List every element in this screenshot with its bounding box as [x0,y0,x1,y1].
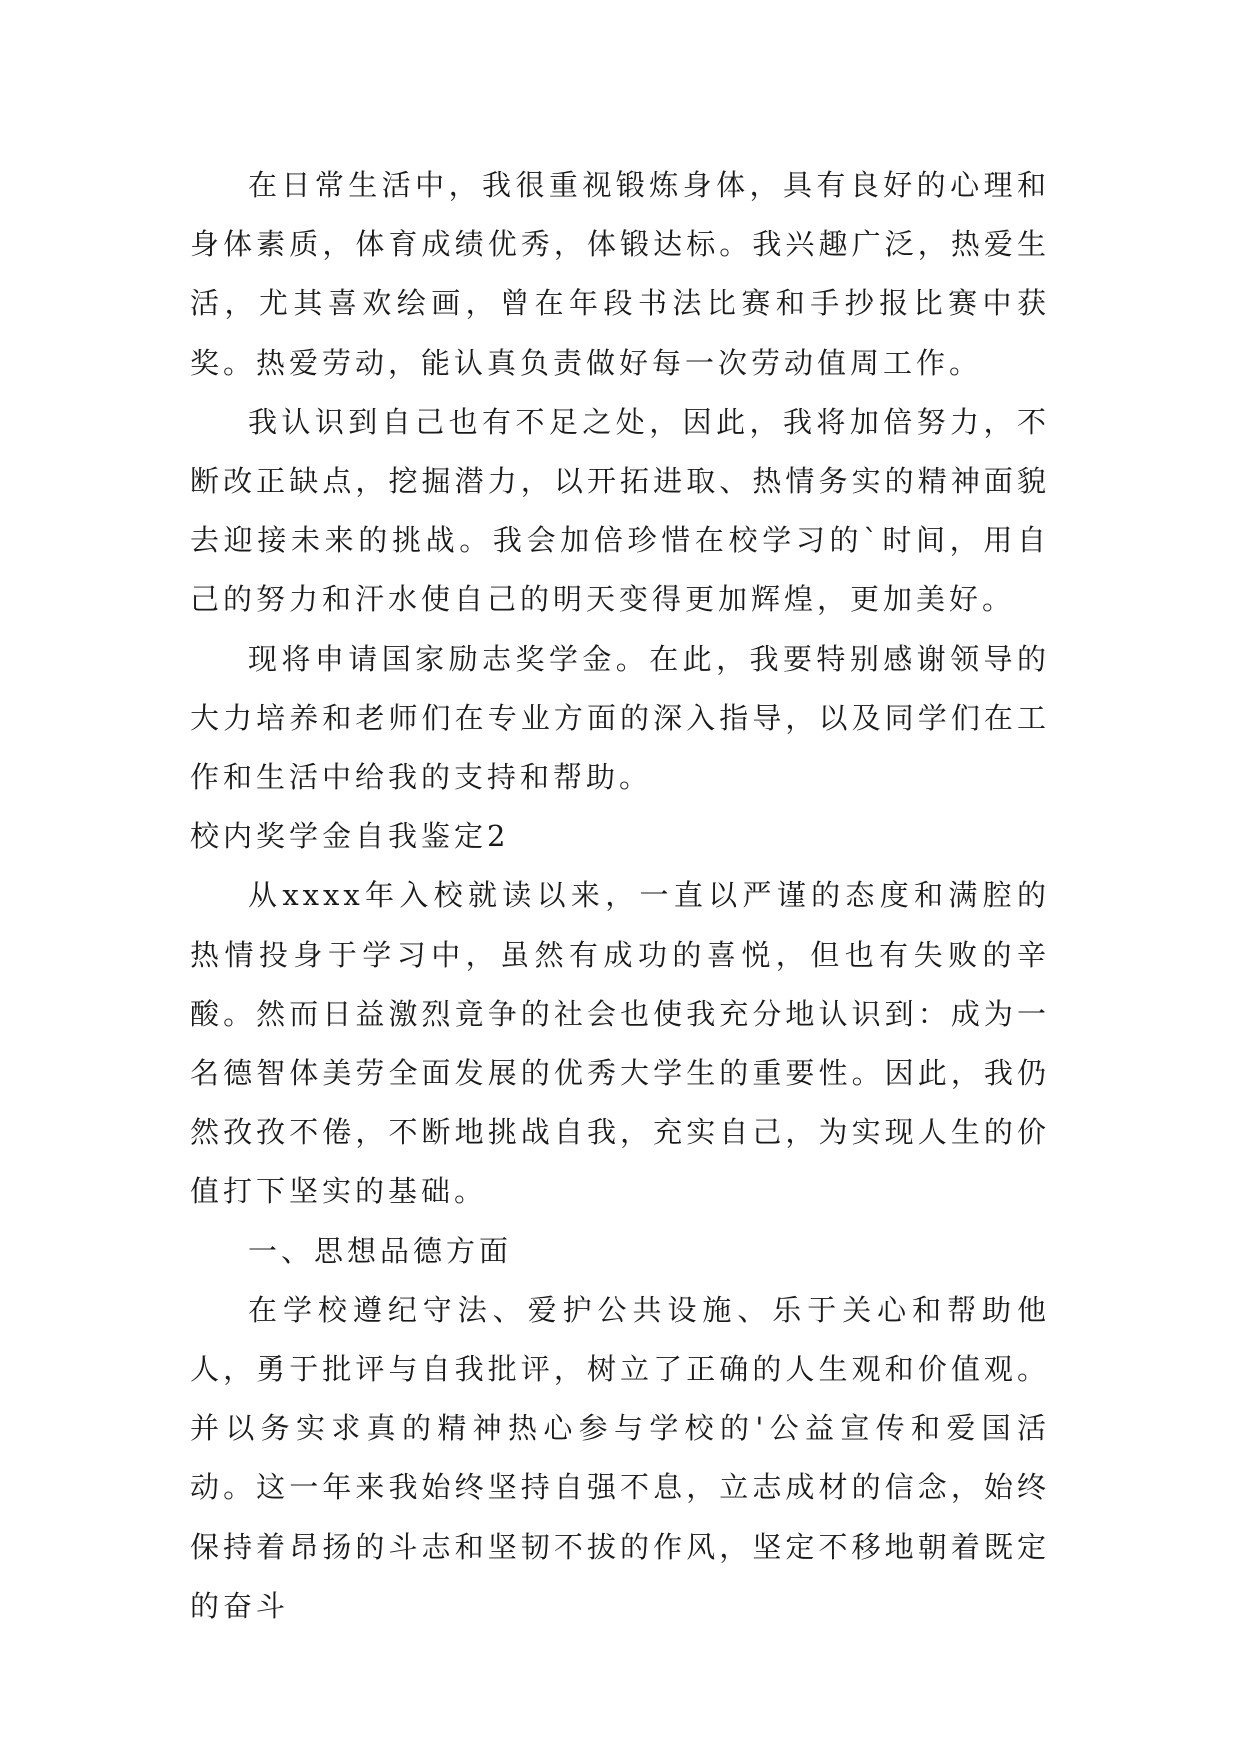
paragraph-application: 现将申请国家励志奖学金。在此，我要特别感谢领导的大力培养和老师们在专业方面的深入指导，以及同学们在工作和生活中给我的支持和帮助。 [190,641,1050,795]
paragraph-daily-life: 在日常生活中，我很重视锻炼身体，具有良好的心理和身体素质，体育成绩优秀，体锻达标。我兴趣广泛，热爱生活，尤其喜欢绘画，曾在年段书法比赛和手抄报比赛中获奖。热爱劳动，能认真负责做好每一次劳动值周工作。 [190,168,1050,380]
section-title: 校内奖学金自我鉴定2 [190,819,510,854]
paragraph-shortcomings: 我认识到自己也有不足之处，因此，我将加倍努力，不断改正缺点，挖掘潜力，以开拓进取、热情务实的精神面貌去迎接未来的挑战。我会加倍珍惜在校学习的`时间，用自己的努力和汗水使自己的明天变得更加辉煌，更加美好。 [190,404,1050,617]
paragraph-since-enrollment: 从xxxx年入校就读以来，一直以严谨的态度和满腔的热情投身于学习中，虽然有成功的喜悦，但也有失败的辛酸。然而日益激烈竟争的社会也使我充分地认识到：成为一名德智体美劳全面发展的优秀大学生的重要性。因此，我仍然孜孜不倦，不断地挑战自我，充实自己，为实现人生的价值打下坚实的基础。 [190,878,1050,1209]
document-body [190,156,1050,1636]
subsection-title-moral: 一、思想品德方面 [248,1233,513,1268]
paragraph-moral-conduct: 在学校遵纪守法、爱护公共设施、乐于关心和帮助他人，勇于批评与自我批评，树立了正确的人生观和价值观。并以务实求真的精神热心参与学校的'公益宣传和爱国活动。这一年来我始终坚持自强不息，立志成材的信念，始终保持着昂扬的斗志和坚韧不拔的作风，坚定不移地朝着既定的奋斗 [190,1292,1050,1623]
